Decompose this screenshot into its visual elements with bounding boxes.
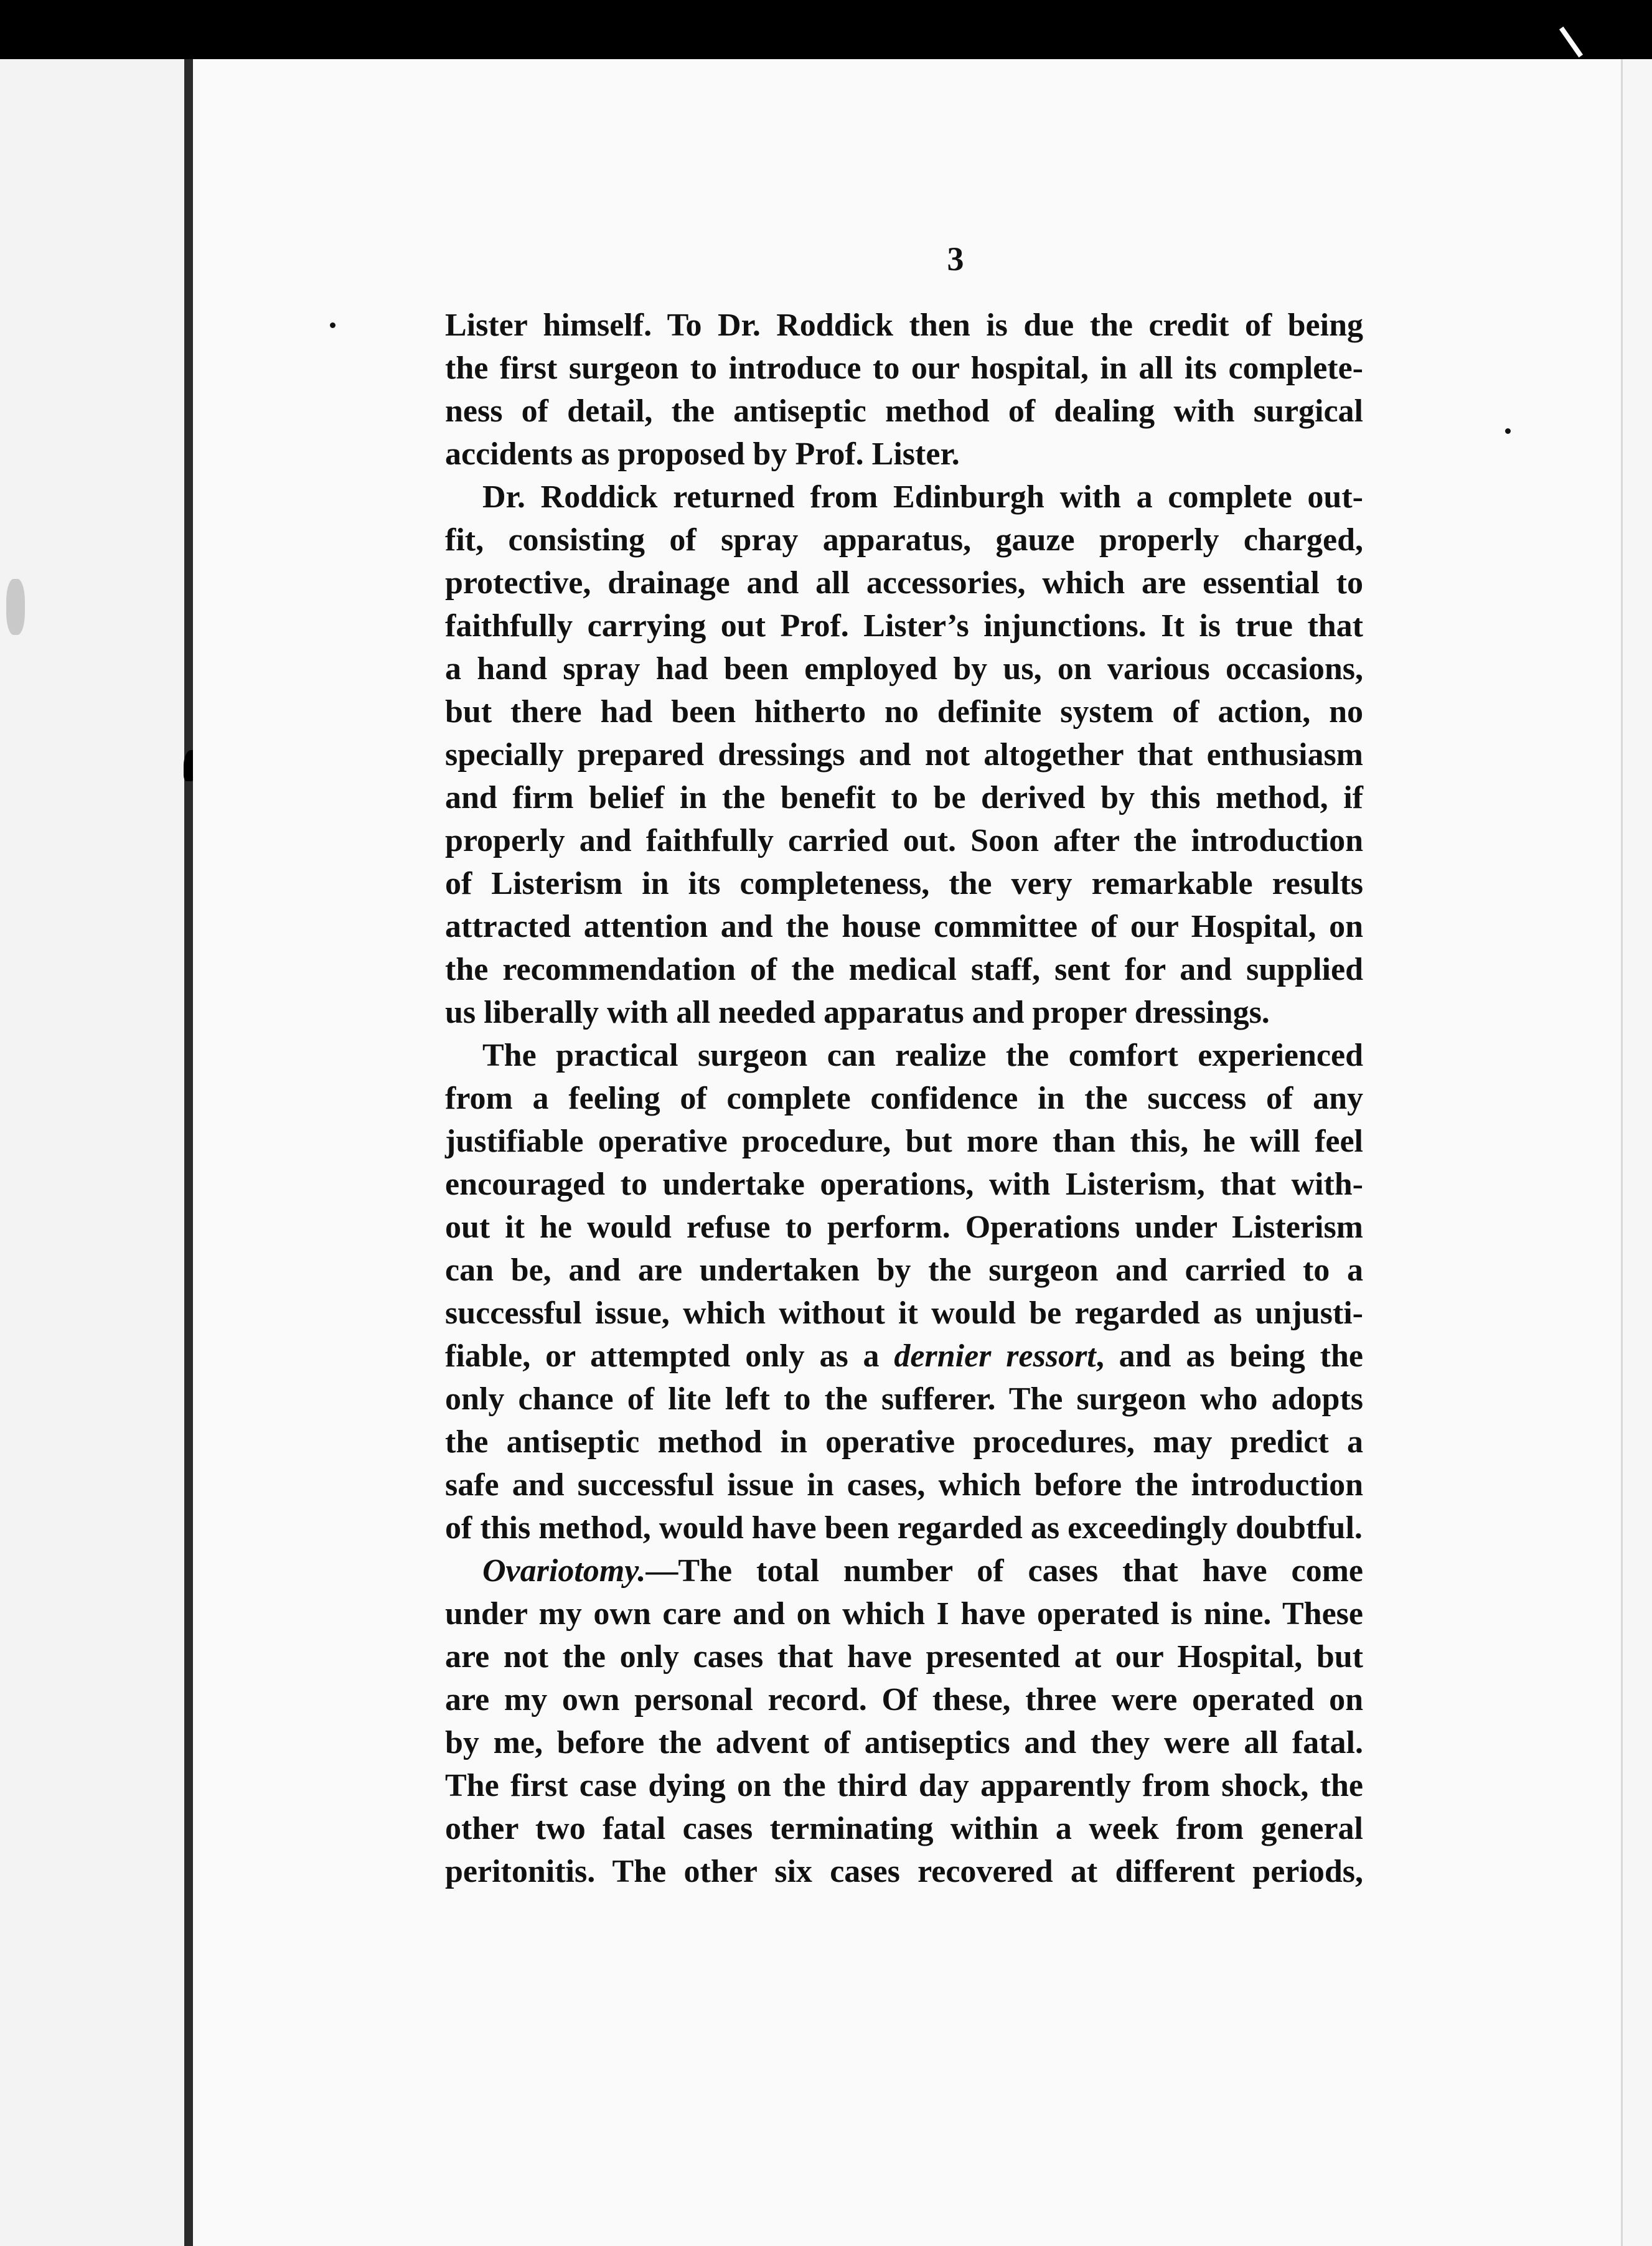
- text-line: the recommendation of the medical staff, sent for and supplied: [445, 952, 1363, 987]
- text-line: of this method, would have been regarded as exceedingly doubtful.: [445, 1510, 1363, 1546]
- italic-phrase: dernier ressort: [894, 1338, 1096, 1374]
- text-line: protective, drainage and all accessories, which are essential to: [445, 565, 1363, 601]
- text-line: are not the only cases that have presented at our Hospital, but: [445, 1639, 1363, 1675]
- text-line: other two fatal cases terminating within a week from general: [445, 1811, 1363, 1846]
- text-line: under my own care and on which I have operated is nine. These: [445, 1596, 1363, 1632]
- text-line: can be, and are undertaken by the surgeon and carried to a: [445, 1252, 1363, 1288]
- text-line: of Listerism in its completeness, the very remarkable results: [445, 866, 1363, 901]
- body-text: [445, 304, 1363, 1893]
- text-line: from a feeling of complete confidence in the success of any: [445, 1081, 1363, 1116]
- text-line: Lister himself. To Dr. Roddick then is due the credit of being: [445, 308, 1363, 343]
- page-number: 3: [947, 240, 964, 278]
- scan-top-border: [0, 0, 1652, 59]
- text-line: a hand spray had been employed by us, on various occasions,: [445, 651, 1363, 687]
- text-line: peritonitis. The other six cases recovered at different periods,: [445, 1854, 1363, 1889]
- text-line: by me, before the advent of antiseptics and they were all fatal.: [445, 1725, 1363, 1760]
- text-line: out it he would refuse to perform. Operations under Listerism: [445, 1210, 1363, 1245]
- ink-speck: [330, 322, 336, 328]
- text-line: attracted attention and the house committee of our Hospital, on: [445, 909, 1363, 944]
- text-line: successful issue, which without it would be regarded as unjusti-: [445, 1295, 1363, 1331]
- italic-phrase: Ovariotomy.: [482, 1553, 646, 1589]
- facing-page-edge: [0, 59, 184, 2246]
- text-line: The practical surgeon can realize the comfort experienced: [482, 1038, 1363, 1073]
- text-line: The first case dying on the third day apparently from shock, the: [445, 1768, 1363, 1803]
- ink-speck: [1505, 428, 1511, 434]
- text-line: only chance of lite left to the sufferer. The surgeon who adopts: [445, 1381, 1363, 1417]
- text-line: justifiable operative procedure, but more than this, he will feel: [445, 1124, 1363, 1159]
- text-line: but there had been hitherto no definite system of action, no: [445, 694, 1363, 730]
- page-gutter: [184, 59, 193, 2246]
- text-line: Dr. Roddick returned from Edinburgh with a complete out-: [482, 479, 1363, 515]
- text-line: ness of detail, the antiseptic method of dealing with surgical: [445, 393, 1363, 429]
- text-line: and firm belief in the benefit to be derived by this method, if: [445, 780, 1363, 815]
- text-line: faithfully carrying out Prof. Lister’s injunctions. It is true that: [445, 608, 1363, 644]
- text-line: safe and successful issue in cases, which before the introduction: [445, 1467, 1363, 1503]
- page-right-margin: [1621, 59, 1652, 2246]
- scan-blemish: [6, 579, 25, 635]
- text-line: are my own personal record. Of these, three were operated on: [445, 1682, 1363, 1717]
- text-line: us liberally with all needed apparatus and proper dressings.: [445, 995, 1270, 1030]
- text-line: fit, consisting of spray apparatus, gauze properly charged,: [445, 522, 1363, 558]
- text-line: properly and faithfully carried out. Soon after the introduction: [445, 823, 1363, 858]
- text-line: fiable, or attempted only as a dernier ressort, and as being the: [445, 1338, 1363, 1374]
- text-line: Ovariotomy.—The total number of cases that have come: [482, 1553, 1363, 1589]
- text-line: accidents as proposed by Prof. Lister.: [445, 436, 960, 472]
- text-line: encouraged to undertake operations, with Listerism, that with-: [445, 1167, 1363, 1202]
- text-line: specially prepared dressings and not altogether that enthusiasm: [445, 737, 1363, 773]
- text-line: the antiseptic method in operative procedures, may predict a: [445, 1424, 1363, 1460]
- text-line: the first surgeon to introduce to our hospital, in all its complete-: [445, 350, 1363, 386]
